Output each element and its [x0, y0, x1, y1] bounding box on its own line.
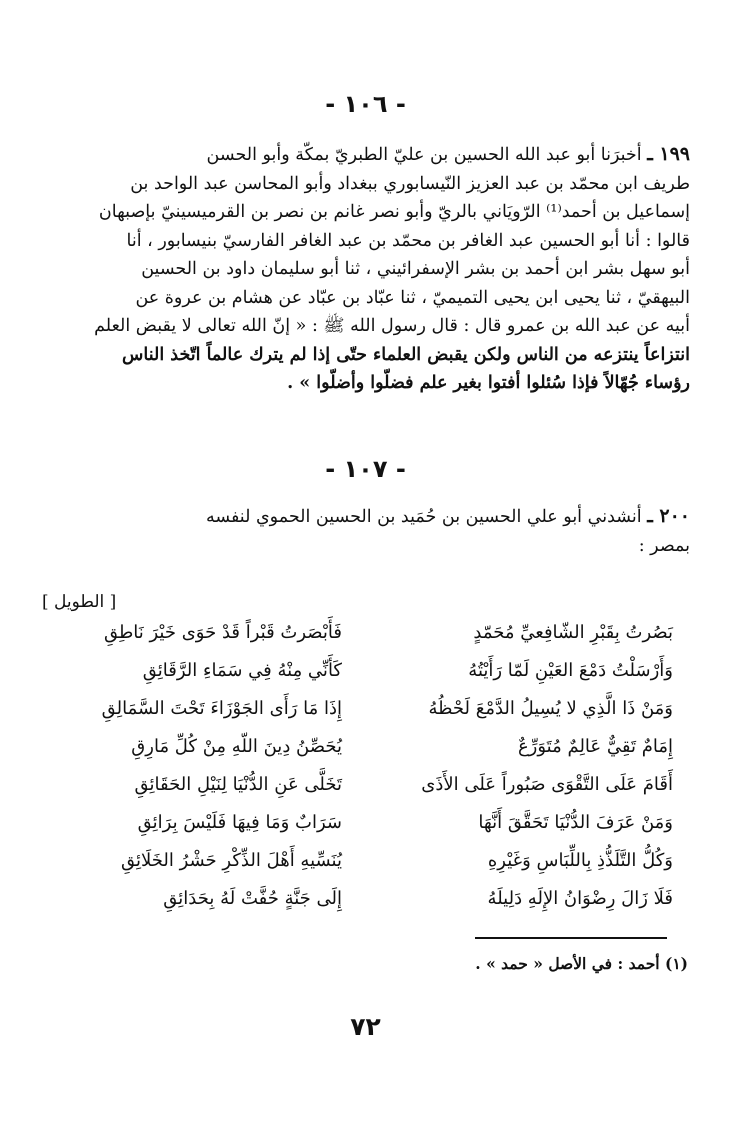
hadith-199-line-8: انتزاعاً ينتزعه من الناس ولكن يقبض العلماء حتّى إذا لم يترك عالماً اتّخذ الناس: [122, 344, 690, 365]
verse-5-second: تَخَلَّى عَنِ الدُّنْيَا لِنَيْلِ الحَقَائِقِ: [134, 774, 342, 795]
page-number: ٧٢: [350, 1012, 381, 1041]
verse-3-second: إِذَا مَا رَأَى الجَوْزَاءَ تَحْتَ السَّمَالِقِ: [101, 698, 342, 719]
hadith-199-line-6: البيهقيّ ، ثنا يحيى ابن يحيى التميميّ ، ثنا عبّاد بن عبّاد عن هشام بن عروة عن: [135, 287, 690, 308]
footnote: (١) أحمد : في الأصل « حمد » .: [475, 954, 688, 973]
entry-200: [38, 502, 690, 560]
poem-second-hemistichs: [52, 614, 342, 918]
hadith-199-line-9: رؤساء جُهّالاً فإذا سُئلوا أفتوا بغير علم فضلّوا وأضلّوا » .: [287, 373, 690, 393]
verse-1-first: بَصُرتُ بِقَبْرِ الشّافِعيِّ مُحَمّدٍ: [473, 622, 673, 643]
entry-200-line-2: بمصر :: [638, 535, 690, 556]
verse-8-first: فَلَا زَالَ رِضْوَانُ الإِلَهِ دَلِيلَهُ: [487, 888, 673, 909]
poem-first-hemistichs: [383, 614, 673, 918]
section-number-106: - ١٠٦ -: [325, 90, 406, 118]
entry-200-line-1: ٢٠٠ ـ أنشدني أبو علي الحسين بن حُمَيد بن الحسين الحموي لنفسه: [205, 505, 690, 527]
verse-4-second: يُحَصِّنُ دِينَ اللّهِ مِنْ كُلِّ مَارِقِ: [131, 736, 342, 757]
verse-1-second: فَأَبْصَرتُ قَبْراً قَدْ حَوَى خَيْرَ نَاطِقِ: [103, 622, 342, 643]
footnote-divider: [475, 937, 667, 939]
poem-meter: [ الطويل ]: [42, 592, 117, 612]
hadith-199-line-7: أبيه عن عبد الله بن عمرو قال : قال رسول الله ﷺ : « إنّ الله تعالى لا يقبض العلم: [94, 316, 690, 336]
hadith-199-line-2: طريف ابن محمّد بن عبد العزيز النّيسابوري ببغداد وأبو المحاسن عبد الواحد بن: [130, 173, 690, 194]
verse-6-second: سَرَابٌ وَمَا فِيهَا فَلَيْسَ بِرَائِقِ: [137, 812, 342, 833]
entry-200-number: ٢٠٠ ـ: [647, 505, 690, 527]
verse-4-first: إِمَامٌ تَقِيٌّ عَالِمٌ مُتَوَرِّعٌ: [517, 736, 673, 757]
verse-7-first: وَكُلُّ التَّلَذُّذِ بِاللِّبَاسِ وَغَيْرِهِ: [487, 850, 673, 871]
verse-6-first: وَمَنْ عَرَفَ الدُّنْيَا تَحَقَّقَ أَنَّهَا: [478, 812, 673, 833]
hadith-199-line-4: قالوا : أنا أبو الحسين عبد الغافر بن محمّد بن عبد الغافر الفارسيّ بنيسابور ، أنا: [126, 230, 690, 251]
verse-5-first: أَقَامَ عَلَى التَّقْوَى صَبُوراً عَلَى الأَذَى: [421, 774, 673, 795]
verse-3-first: وَمَنْ ذَا الَّذِي لا يُسِيلُ الدَّمْعَ لَحْظُهُ: [428, 698, 673, 719]
hadith-199: [38, 140, 690, 398]
verse-7-second: يُنَسِّيهِ أَهْلَ الذِّكْرِ حَشْرُ الخَلَائِقِ: [120, 850, 342, 871]
hadith-199-line-5: أبو سهل بشر ابن أحمد بن بشر الإسفرائيني ، ثنا أبو سليمان داود بن الحسين: [141, 259, 690, 279]
verse-8-second: إِلَى جَنَّةٍ حُفَّتْ لَهُ بِحَدَائِقِ: [163, 888, 342, 909]
hadith-199-number: ١٩٩ ـ: [647, 143, 690, 165]
verse-2-first: وَأَرْسَلْتُ دَمْعَ العَيْنِ لَمّا رَأَيْتُهُ: [468, 660, 673, 681]
verse-2-second: كَأَنِّي مِنْهُ فِي سَمَاءِ الرَّقَائِقِ: [142, 660, 342, 681]
hadith-199-line-3: إسماعيل بن أحمد⁽¹⁾ الرّويَاني بالريّ وأبو نصر غانم بن نصر بن القرميسينيّ بإصبهان: [98, 202, 690, 222]
section-number-107: - ١٠٧ -: [325, 455, 406, 483]
hadith-199-line-1: ١٩٩ ـ أخبرَنا أبو عبد الله الحسين بن عليّ الطبريّ بمكّة وأبو الحسن: [206, 143, 690, 165]
